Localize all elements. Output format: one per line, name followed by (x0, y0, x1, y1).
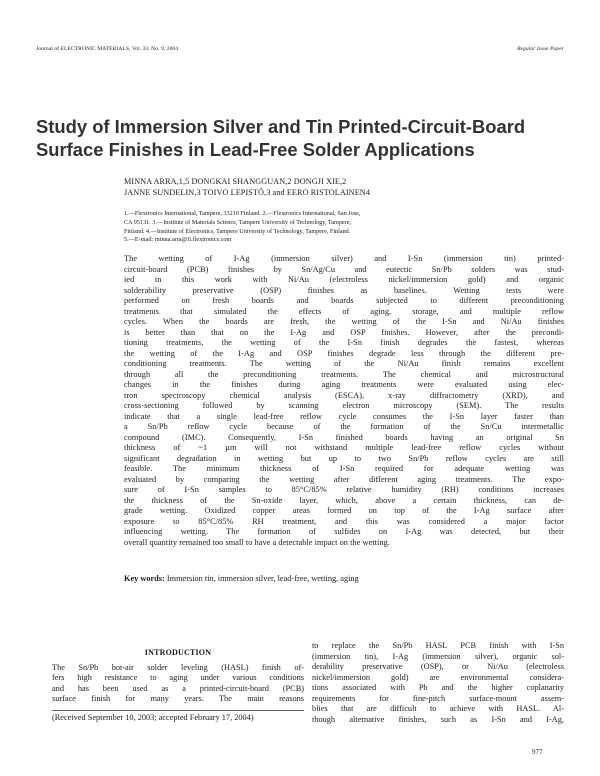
abstract-line: exposure to 85°C/85% RH treatment, and this was considered a major factor (124, 516, 564, 526)
abstract-line: the wetting of the I-Ag and OSP finishes degrade less through the different pre- (124, 348, 564, 358)
abstract-line: changes in the finishes during aging treatments were evaluated using elec- (124, 380, 564, 389)
affiliation-line: 1.—Flextronics International, Tampere, 33210 Finland. 2.—Flextronics International, San Jose, (124, 210, 361, 217)
journal-citation: Journal of ELECTRONIC MATERIALS, Vol. 33, No. 9, 2004 (36, 46, 179, 52)
body-line: requirements for fine-pitch surface-mount assem- (312, 693, 564, 703)
abstract-line: grade wetting. Oxidized copper areas formed on top of the I-Ag surface after (124, 506, 564, 515)
body-line: The Sn/Pb hot-air solder leveling (HASL) finish of- (52, 662, 304, 672)
body-line: and has been used as a printed-circuit-board (PCB) (52, 683, 304, 693)
author-line: JANNE SUNDELIN,3 TOIVO LEPISTÖ,3 and EERO RISTOLAINEN4 (124, 188, 371, 198)
keywords-text: Immersion tin, immersion silver, lead-free, wetting, aging (166, 574, 359, 583)
body-line: fers high resistance to aging under various conditions (52, 673, 304, 682)
article-title (36, 116, 564, 161)
body-line: though alternative finishes, such as I-Sn and I-Ag, (312, 714, 564, 724)
abstract-line: overall quantity remained too small to have a detectable impact on the wetting. (124, 537, 390, 547)
abstract-line: feasible. The minimum thickness of I-Sn required for adequate wetting was (124, 464, 564, 473)
abstract-line: evaluated by comparing the wetting after different aging treatments. The expo- (124, 474, 564, 484)
abstract-line: influencing wetting. The formation of sulfides on I-Ag was detected, but their (124, 527, 564, 536)
abstract-line: cross-sectioning followed by scanning electron microscopy (SEM). The results (124, 401, 564, 410)
body-line: surface finish for many years. The main reasons (52, 694, 304, 703)
abstract-line: indicate that a single lead-free reflow cycle consumes the I-Sn layer faster than (124, 411, 564, 421)
abstract-line: thickness of ~1 µm will not withstand multiple lead-free reflow cycles without (124, 443, 564, 452)
introduction-heading: INTRODUCTION (144, 648, 212, 657)
abstract-line: the thickness of the Sn-oxide layer, which, above a certain thickness, can de- (124, 495, 564, 505)
abstract-line: solderability preservative (OSP) finishes as baselines. Wetting tests were (124, 285, 564, 295)
author-line: MINNA ARRA,1,5 DONGKAI SHANGGUAN,2 DONGJI XIE,2 (124, 177, 347, 186)
body-line: derability preservative (OSP), or Ni/Au (electroless (312, 662, 564, 671)
affiliation-line: Finland. 4.—Institute of Electronics, Tampere University of Technology, Tampere, Finland. (124, 227, 351, 235)
body-line: blies that are difficult to achieve with HASL. Al- (312, 704, 564, 713)
abstract-line: ied in this work with Ni/Au (electroless nickel/immersion gold) and organic (124, 275, 564, 284)
paper-type-label: Regular Issue Paper (517, 46, 564, 52)
abstract-line: treatments that simulated the effects of aging, storage, and multiple reflow (124, 306, 564, 316)
abstract-line: sure of I-Sn samples to 85°C/85% relative humidity (RH) conditions increases (124, 485, 564, 494)
title-line: Surface Finishes in Lead-Free Solder Applications (36, 138, 475, 160)
footnote-divider (52, 710, 304, 711)
abstract-line: tioning treatments, the wetting of the I-Sn finish degrades the fastest, whereas (124, 338, 564, 347)
keywords-label: Key words: (124, 574, 165, 583)
body-line: to replace the Sn/Pb HASL PCB finish with I-Sn (312, 641, 564, 650)
right-column (312, 641, 564, 725)
introduction-left-text (52, 663, 304, 705)
abstract-line: tron spectroscopy chemical analysis (ESCA), x-ray diffractometry (XRD), and (124, 390, 564, 400)
received-dates: (Received September 10, 2003; accepted February 17, 2004) (52, 713, 254, 722)
abstract-line: significant degradation in wetting but up to two Sn/Pb reflow cycles are still (124, 453, 564, 463)
abstract-line: The wetting of I-Ag (immersion silver) and I-Sn (immersion tin) printed- (124, 254, 564, 263)
abstract-line: conditioning treatments. The wetting of the Ni/Au finish remains excellent (124, 359, 564, 368)
affiliations (124, 210, 564, 245)
introduction-right-text (312, 641, 564, 725)
page-number: 977 (532, 748, 543, 756)
abstract-line: is better than that on the I-Ag and OSP finishes. However, after the precondi- (124, 327, 564, 337)
left-column (52, 648, 304, 705)
abstract-line: through all the preconditioning treatments. The chemical and microstructural (124, 369, 564, 379)
abstract-line: a Sn/Pb reflow cycle because of the formation of the Sn/Cu intermetallic (124, 422, 564, 431)
affiliation-line: 5.—E-mail: minna.arra@fi.flextronics.com (124, 236, 232, 244)
body-line: nickel/immersion gold) are environmental considera- (312, 672, 564, 682)
abstract (124, 254, 564, 548)
body-line: tions associated with Pb and the higher coplanarity (312, 683, 564, 692)
abstract-line: performed on fresh boards and boards subjected to different preconditioning (124, 296, 564, 305)
abstract-line: compound (IMC). Consequently, I-Sn finished boards having an original Sn (124, 432, 564, 442)
keywords (124, 574, 564, 585)
abstract-line: cycles. When the boards are fresh, the wetting of the I-Sn and Ni/Au finishes (124, 317, 564, 326)
author-list (124, 176, 564, 198)
affiliation-line: CA 95131. 3.—Institute of Materials Science, Tampere University of Technology, Tampere, (124, 218, 352, 226)
abstract-line: circuit-board (PCB) finishes by Sn/Ag/Cu and eutectic Sn/Pb solders was stud- (124, 264, 564, 274)
body-line: (immersion tin), I-Ag (immersion silver), organic sol- (312, 651, 564, 661)
title-line: Study of Immersion Silver and Tin Printed-Circuit-Board (36, 116, 526, 137)
